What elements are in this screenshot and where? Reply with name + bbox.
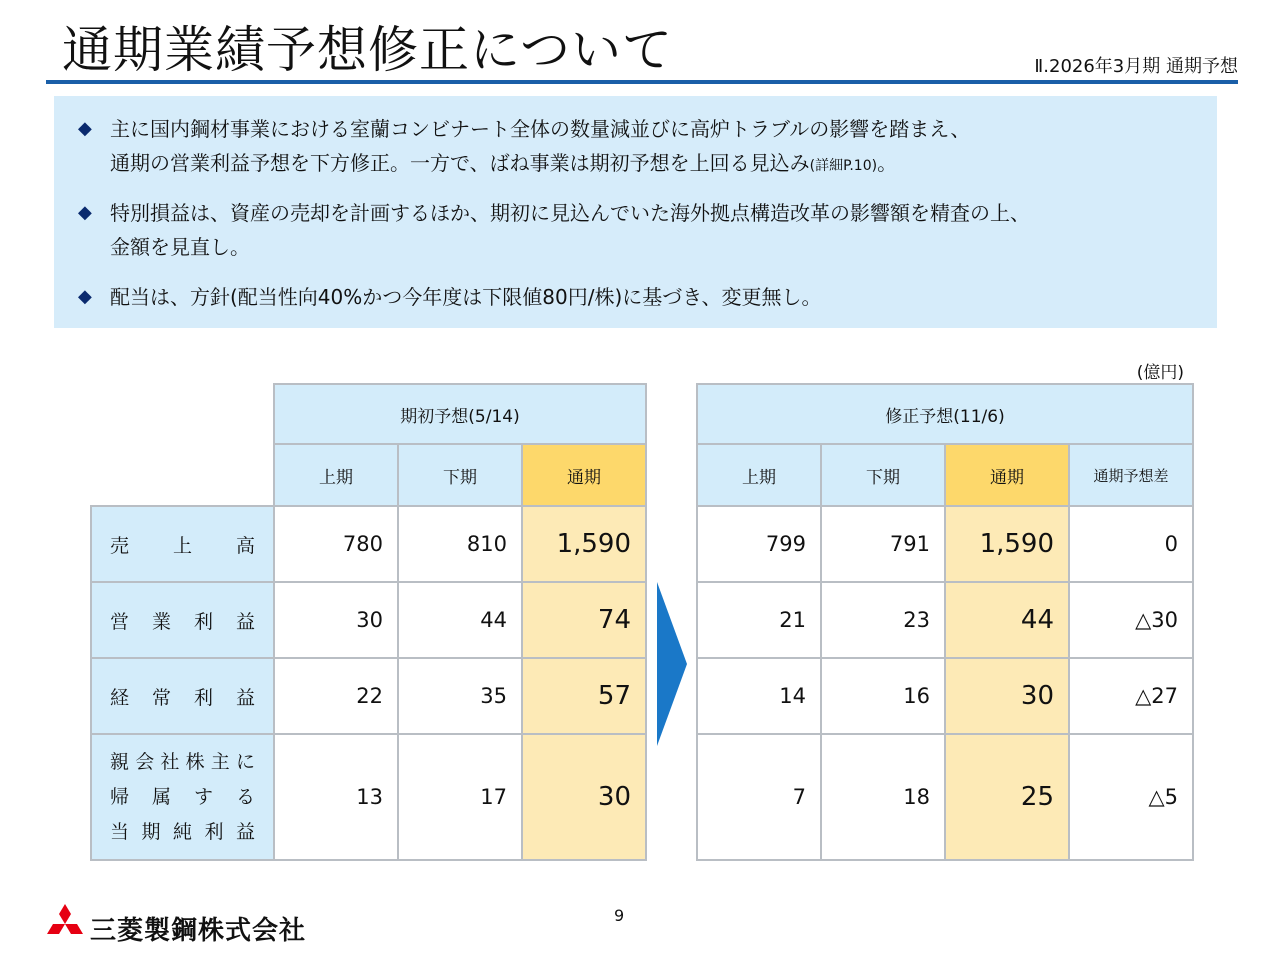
revised-net-diff: △5 [1069, 734, 1193, 860]
table-row [91, 582, 646, 658]
revised-op-h2: 23 [821, 582, 945, 658]
initial-forecast-header: 期初予想(5/14) [274, 384, 646, 444]
company-name: 三菱製鋼株式会社 [90, 916, 307, 946]
title-underline [46, 80, 1238, 84]
initial-sales-h2: 810 [398, 506, 522, 582]
bullet-2-line1: 特別損益は、資産の売却を計画するほか、期初に見込んでいた海外拠点構造改革の影響額を精査の上、 [110, 201, 1030, 225]
revised-forecast-table [696, 383, 1194, 861]
revised-ord-full: 30 [945, 658, 1069, 734]
revised-sales-diff: 0 [1069, 506, 1193, 582]
bullet-2-line2: 金額を見直し。 [110, 235, 250, 259]
summary-box [54, 96, 1217, 328]
arrow-right-icon [657, 582, 687, 746]
table-row [91, 658, 646, 734]
table-row [697, 658, 1193, 734]
unit-label: (億円) [1136, 363, 1184, 383]
revised-op-full: 44 [945, 582, 1069, 658]
initial-net-h2: 17 [398, 734, 522, 860]
revised-net-h1: 7 [697, 734, 821, 860]
initial-forecast-table [90, 383, 647, 861]
row-label-sales: 売 上 高 [91, 506, 274, 582]
initial-op-h2: 44 [398, 582, 522, 658]
initial-ord-h2: 35 [398, 658, 522, 734]
revised-ord-h1: 14 [697, 658, 821, 734]
revised-op-diff: △30 [1069, 582, 1193, 658]
diamond-icon: ◆ [78, 286, 92, 307]
revised-col-h2: 下期 [821, 444, 945, 506]
table-row [697, 506, 1193, 582]
table-row [697, 734, 1193, 860]
diamond-icon: ◆ [78, 202, 92, 223]
row-label-ordinary-profit: 経 常 利 益 [91, 658, 274, 734]
initial-op-h1: 30 [274, 582, 398, 658]
revised-sales-h1: 799 [697, 506, 821, 582]
revised-net-h2: 18 [821, 734, 945, 860]
initial-net-h1: 13 [274, 734, 398, 860]
initial-col-full: 通期 [522, 444, 646, 506]
initial-col-h2: 下期 [398, 444, 522, 506]
initial-ord-h1: 22 [274, 658, 398, 734]
bullet-1-line2: 通期の営業利益予想を下方修正。一方で、ばね事業は期初予想を上回る見込み(詳細P.10)。 [110, 151, 898, 175]
diamond-icon: ◆ [78, 118, 92, 139]
table-row [91, 506, 646, 582]
initial-sales-h1: 780 [274, 506, 398, 582]
revised-col-diff: 通期予想差 [1069, 444, 1193, 506]
page-number: 9 [614, 906, 625, 925]
initial-ord-full: 57 [522, 658, 646, 734]
revised-forecast-header: 修正予想(11/6) [697, 384, 1193, 444]
revised-op-h1: 21 [697, 582, 821, 658]
revised-sales-h2: 791 [821, 506, 945, 582]
three-diamonds-logo-icon [40, 904, 90, 946]
initial-sales-full: 1,590 [522, 506, 646, 582]
bullet-1-line1: 主に国内鋼材事業における室蘭コンビナート全体の数量減並びに高炉トラブルの影響を踏まえ、 [110, 117, 971, 141]
revised-net-full: 25 [945, 734, 1069, 860]
initial-col-h1: 上期 [274, 444, 398, 506]
page-title: 通期業績予想修正について [62, 21, 673, 79]
table-row [91, 734, 646, 860]
bullet-3-line1: 配当は、方針(配当性向40%かつ今年度は下限値80円/株)に基づき、変更無し。 [110, 285, 822, 309]
initial-net-full: 30 [522, 734, 646, 860]
row-label-net-income: 親 会 社 株 主 に 帰 属 す る 当 期 純 利 益 [91, 734, 274, 860]
table-row [697, 582, 1193, 658]
detail-note: (詳細P.10) [809, 158, 878, 174]
section-label: Ⅱ.2026年3月期 通期予想 [1034, 56, 1238, 77]
revised-ord-diff: △27 [1069, 658, 1193, 734]
revised-sales-full: 1,590 [945, 506, 1069, 582]
row-label-operating-profit: 営 業 利 益 [91, 582, 274, 658]
revised-col-full: 通期 [945, 444, 1069, 506]
initial-op-full: 74 [522, 582, 646, 658]
revised-ord-h2: 16 [821, 658, 945, 734]
revised-col-h1: 上期 [697, 444, 821, 506]
